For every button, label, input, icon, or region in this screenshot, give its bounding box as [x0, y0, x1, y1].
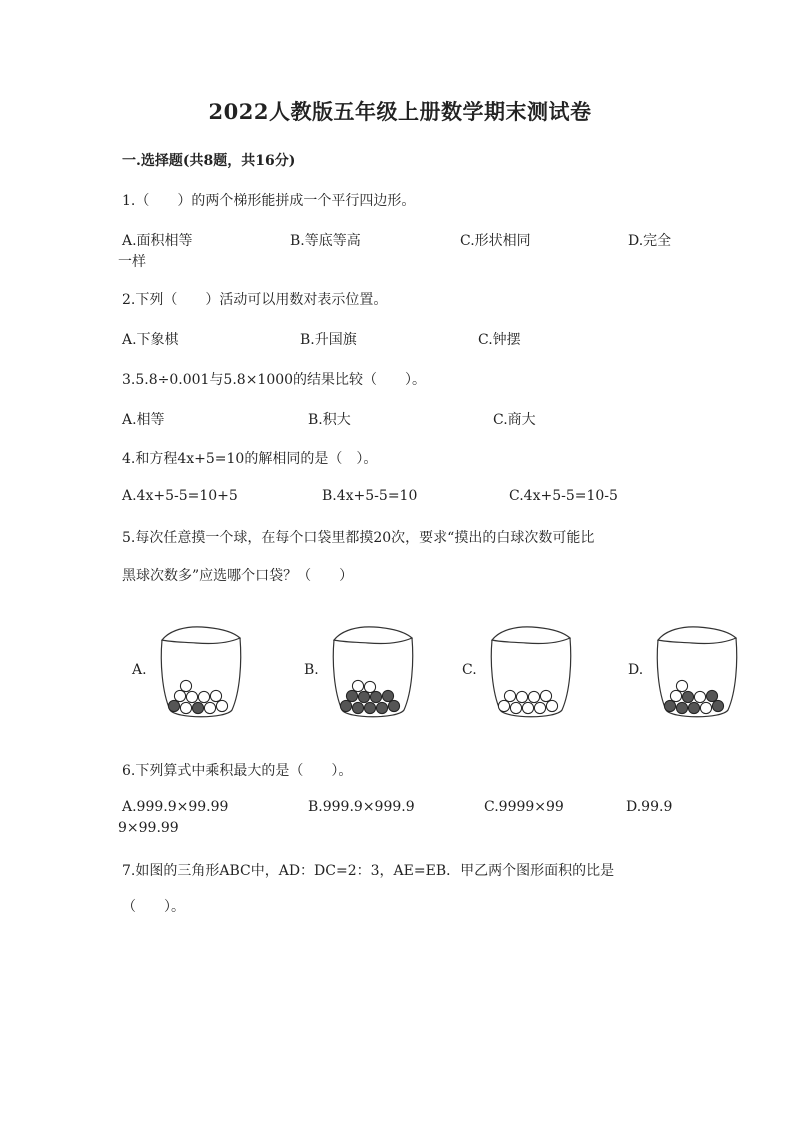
bag-a-white-ball — [180, 680, 191, 691]
bag-a-black-ball — [168, 700, 179, 711]
question-6-option-a: A.999.9×99.99 — [122, 799, 229, 815]
bag-c-white-ball — [528, 691, 539, 702]
bag-c-illustration — [486, 622, 576, 722]
question-5-stem: 5.每次任意摸一个球，在每个口袋里都摸20次，要求“摸出的白球次数可能比 — [122, 530, 595, 546]
bag-a — [132, 622, 242, 722]
question-2-option-a: A.下象棋 — [122, 332, 179, 348]
question-1-option-c: C.形状相同 — [460, 233, 531, 249]
bag-c — [462, 622, 572, 722]
bag-a-label: A. — [132, 662, 147, 678]
bag-a-white-ball — [180, 702, 191, 713]
bag-d-black-ball — [676, 702, 687, 713]
question-6-stem: 6.下列算式中乘积最大的是（ ）。 — [122, 763, 353, 779]
bag-b-black-ball — [358, 691, 369, 702]
bag-b-black-ball — [388, 700, 399, 711]
bag-a-white-ball — [216, 700, 227, 711]
bag-d — [628, 622, 738, 722]
bag-b-white-ball — [352, 680, 363, 691]
bag-a-illustration — [156, 622, 246, 722]
question-4-option-c: C.4x+5-5=10-5 — [509, 488, 618, 504]
section-heading: 一.选择题(共8题，共16分) — [122, 153, 296, 169]
question-3-option-c: C.商大 — [493, 412, 536, 428]
question-6-option-c: C.9999×99 — [484, 799, 564, 815]
bag-b-white-ball — [364, 681, 375, 692]
bag-c-white-ball — [540, 690, 551, 701]
bag-c-white-ball — [546, 700, 557, 711]
bag-d-label: D. — [628, 662, 644, 678]
bag-a-white-ball — [204, 702, 215, 713]
question-6-option-d-wrap: 9×99.99 — [118, 820, 179, 836]
bag-d-white-ball — [694, 691, 705, 702]
question-1-option-b: B.等底等高 — [290, 233, 361, 249]
bag-c-white-ball — [510, 702, 521, 713]
bag-b-black-ball — [376, 702, 387, 713]
bag-c-white-ball — [522, 702, 533, 713]
question-2-option-c: C.钟摆 — [478, 332, 521, 348]
bag-b-black-ball — [340, 700, 351, 711]
bag-c-white-ball — [498, 700, 509, 711]
question-3-option-a: A.相等 — [122, 412, 165, 428]
question-1-option-a: A.面积相等 — [122, 233, 193, 249]
question-2-option-b: B.升国旗 — [300, 332, 357, 348]
question-6-option-d: D.99.9 — [626, 799, 673, 815]
bag-a-black-ball — [192, 702, 203, 713]
bag-d-black-ball — [706, 690, 717, 701]
question-2-stem: 2.下列（ ）活动可以用数对表示位置。 — [122, 292, 388, 308]
question-7-stem: 7.如图的三角形ABC中，AD：DC=2：3，AE=EB．甲乙两个图形面积的比是 — [122, 863, 615, 879]
question-1-option-d-wrap: 一样 — [118, 254, 146, 270]
bag-a-white-ball — [198, 691, 209, 702]
bag-b-black-ball — [364, 702, 375, 713]
question-4-option-b: B.4x+5-5=10 — [322, 488, 418, 504]
bag-d-black-ball — [688, 702, 699, 713]
question-3-option-b: B.积大 — [308, 412, 351, 428]
bag-d-black-ball — [664, 700, 675, 711]
question-1-option-d: D.完全 — [628, 233, 672, 249]
page-title: 2022人教版五年级上册数学期末测试卷 — [208, 99, 592, 124]
bag-a-white-ball — [210, 690, 221, 701]
bag-a-white-ball — [186, 691, 197, 702]
bag-b-black-ball — [352, 702, 363, 713]
bag-b — [304, 622, 414, 722]
bag-c-white-ball — [534, 702, 545, 713]
bag-a-white-ball — [174, 690, 185, 701]
bag-d-white-ball — [700, 702, 711, 713]
bag-options — [0, 622, 800, 722]
bag-c-white-ball — [516, 691, 527, 702]
bag-b-illustration — [328, 622, 418, 722]
question-4-stem: 4.和方程4x+5=10的解相同的是（ ）。 — [122, 451, 378, 467]
bag-c-rim — [492, 627, 570, 644]
bag-b-rim — [334, 627, 412, 644]
question-3-stem: 3.5.8÷0.001与5.8×1000的结果比较（ ）。 — [122, 372, 427, 388]
bag-d-illustration — [652, 622, 742, 722]
bag-b-label: B. — [304, 662, 319, 678]
question-6-option-b: B.999.9×999.9 — [308, 799, 415, 815]
bag-a-rim — [162, 627, 240, 644]
question-1-stem: 1.（ ）的两个梯形能拼成一个平行四边形。 — [122, 193, 416, 209]
bag-d-white-ball — [676, 680, 687, 691]
bag-b-black-ball — [370, 691, 381, 702]
bag-d-rim — [658, 627, 736, 644]
question-7-stem-line2: （ ）。 — [122, 899, 185, 915]
bag-d-black-ball — [712, 700, 723, 711]
bag-c-white-ball — [504, 690, 515, 701]
bag-c-label: C. — [462, 662, 477, 678]
bag-d-black-ball — [682, 691, 693, 702]
question-5-stem-line2: 黑球次数多”应选哪个口袋？（ ） — [122, 568, 354, 584]
bag-b-black-ball — [346, 690, 357, 701]
question-4-option-a: A.4x+5-5=10+5 — [122, 488, 238, 504]
bag-b-black-ball — [382, 690, 393, 701]
bag-d-white-ball — [670, 690, 681, 701]
